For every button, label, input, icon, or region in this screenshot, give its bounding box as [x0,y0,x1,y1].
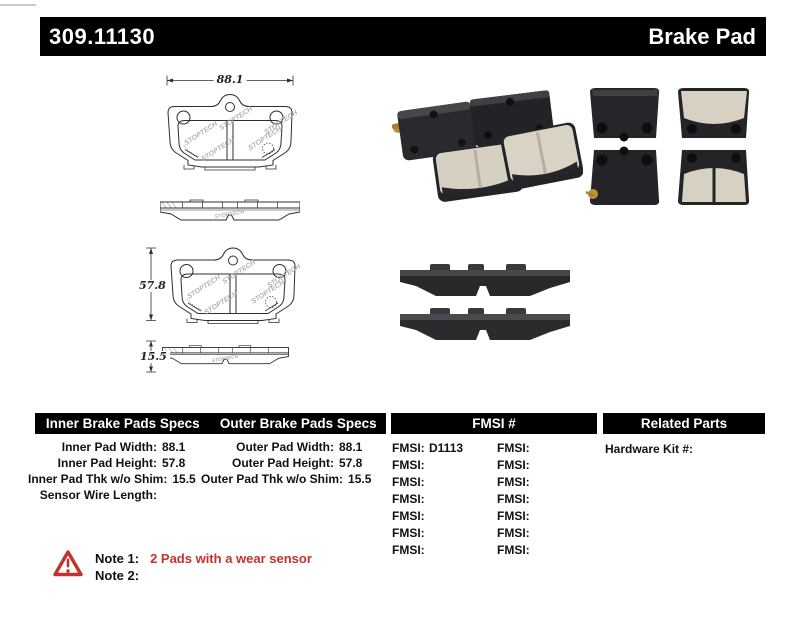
warning-icon [52,549,84,578]
spec-row [28,487,194,503]
fmsi-label: FMSI: [392,509,425,523]
drawing-pad-side [160,193,300,229]
spec-row [201,439,371,455]
outer-specs-list [201,439,371,487]
fmsi-row [392,525,463,542]
fmsi-label: FMSI: [392,526,425,540]
note-1 [95,551,312,567]
fmsi-label: FMSI: [392,543,425,557]
spec-row [28,455,194,471]
fmsi-label: FMSI: [497,475,530,489]
spec-row [28,471,194,487]
fmsi-row [497,474,534,491]
fmsi-row [497,491,534,508]
fmsi-row [392,474,463,491]
dim-height-label: 57.8 [136,280,169,292]
spec-label: Outer Pad Width: [236,440,334,454]
fmsi-row [497,457,534,474]
photo-pads-loose [388,90,583,208]
part-number: 309.11130 [49,23,156,49]
fmsi-value: D1113 [429,441,464,455]
dim-width-label: 88.1 [214,74,247,86]
specs-header-bar [35,413,386,434]
related-parts-header-bar [603,413,765,434]
drawing-pad-front-width [150,72,310,194]
dim-thickness-label: 15.5 [137,351,170,363]
drawing-pad-front-height [136,242,310,338]
related-parts-list [605,441,697,457]
spec-label: Inner Pad Width: [61,440,157,454]
fmsi-label: FMSI: [497,509,530,523]
fmsi-row [392,440,463,457]
fmsi-row [392,491,463,508]
related-label: Hardware Kit #: [605,442,694,456]
inner-specs-header: Inner Brake Pads Specs [45,416,200,431]
note-2 [95,568,150,584]
fmsi-label: FMSI: [497,543,530,557]
fmsi-label: FMSI: [497,492,530,506]
drawing-pad-side-thickness [136,336,307,376]
spec-label: Outer Pad Height: [231,456,334,470]
spec-value: 15.5 [348,472,372,486]
fmsi-label: FMSI: [392,458,425,472]
spec-row [201,471,371,487]
fmsi-row [392,457,463,474]
fmsi-row [392,542,463,559]
fmsi-label: FMSI: [497,441,530,455]
scan-artifact-line [0,4,36,6]
spec-label: Outer Pad Thk w/o Shim: [201,472,344,486]
spec-value: 15.5 [172,472,196,486]
spec-label: Inner Pad Height: [57,456,157,470]
photo-pads-edge [394,262,576,348]
spec-label: Inner Pad Thk w/o Shim: [28,472,168,486]
fmsi-header: FMSI # [472,416,516,431]
related-parts-header: Related Parts [640,416,728,431]
note-1-text: 2 Pads with a wear sensor [150,551,312,566]
fmsi-row [497,542,534,559]
fmsi-row [392,508,463,525]
note-2-label: Note 2: [95,568,140,583]
outer-specs-header: Outer Brake Pads Specs [219,416,377,431]
inner-specs-list [28,439,194,503]
spec-value [162,487,194,503]
fmsi-row [497,440,534,457]
fmsi-label: FMSI: [497,526,530,540]
fmsi-label: FMSI: [497,458,530,472]
note-1-label: Note 1: [95,551,140,566]
spec-value: 57.8 [162,456,186,470]
photo-pad-set [578,82,770,235]
fmsi-label: FMSI: [392,441,425,455]
fmsi-header-bar [391,413,597,434]
fmsi-right-column [497,440,534,559]
spec-row [28,439,194,455]
spec-value: 88.1 [339,440,363,454]
fmsi-row [497,508,534,525]
title-bar [40,17,766,56]
product-type-title: Brake Pad [648,23,756,49]
fmsi-label: FMSI: [392,492,425,506]
fmsi-row [497,525,534,542]
fmsi-left-column [392,440,463,559]
spec-row [201,455,371,471]
related-row [605,441,697,457]
spec-value: 57.8 [339,456,363,470]
spec-value: 88.1 [162,440,186,454]
fmsi-label: FMSI: [392,475,425,489]
spec-label: Sensor Wire Length: [39,488,157,502]
